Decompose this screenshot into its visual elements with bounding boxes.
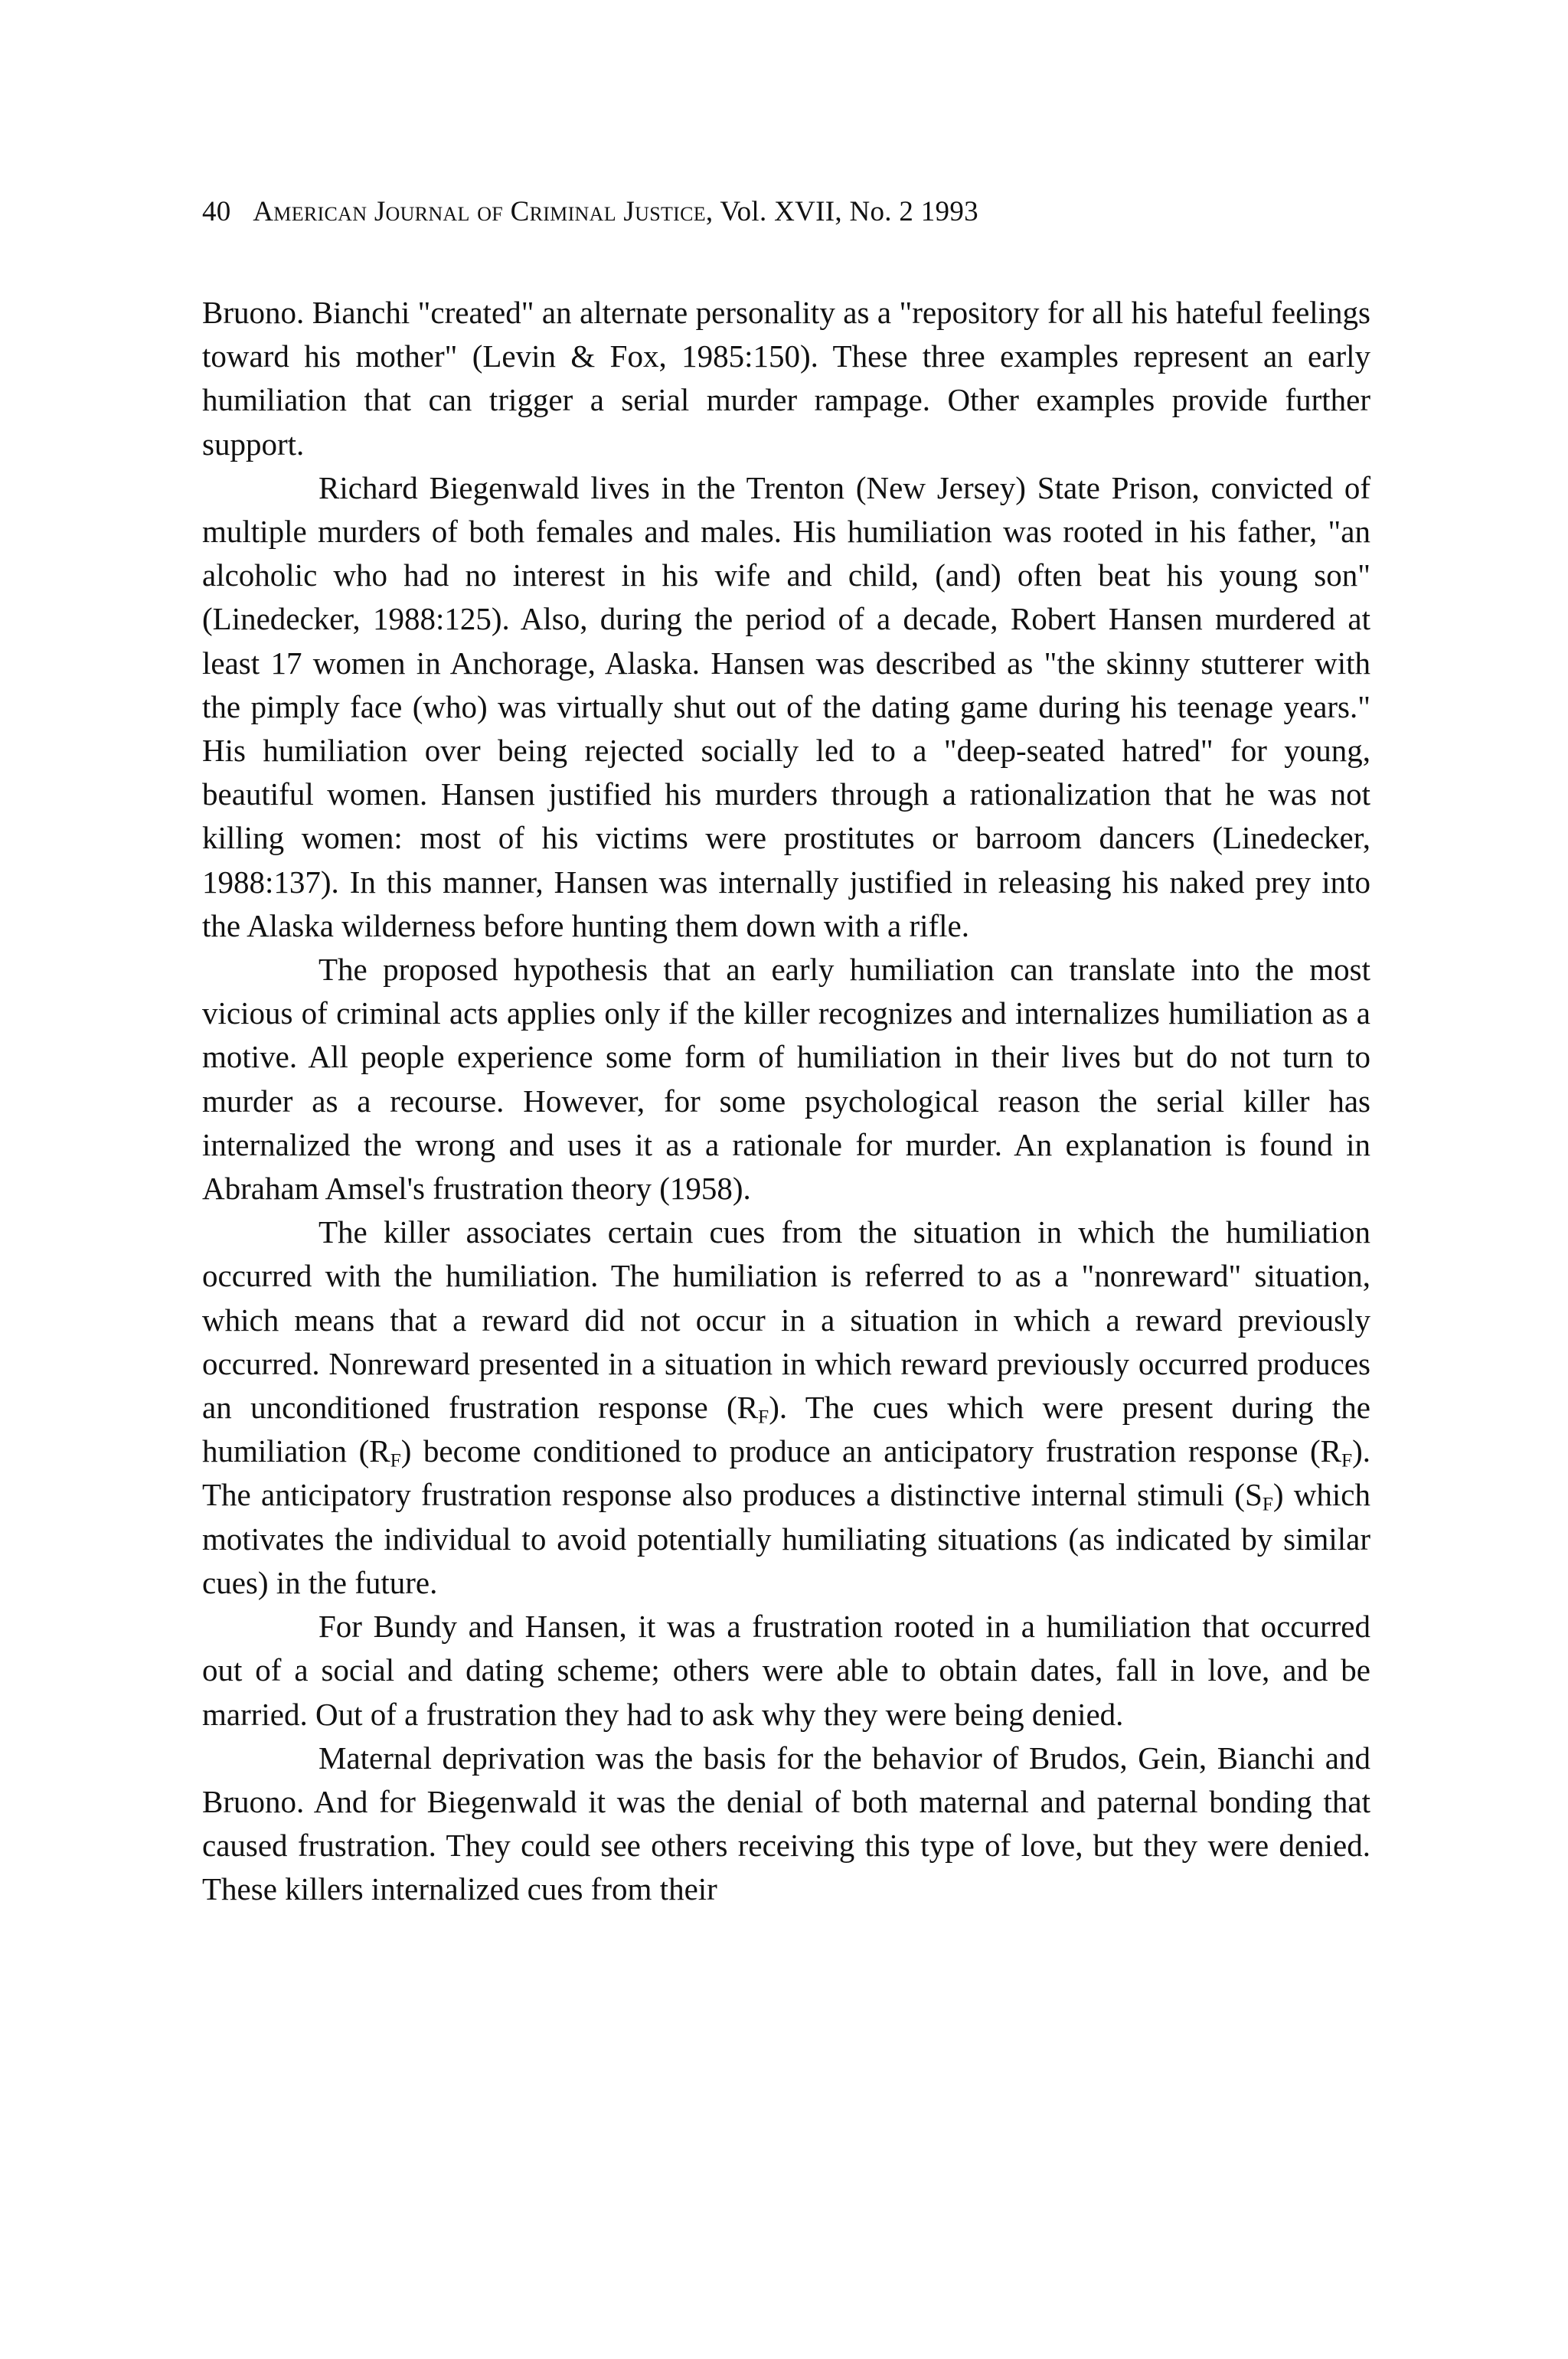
page-number: 40 xyxy=(202,196,231,227)
paragraph-4-part-1: The killer associates certain cues from the situation in which the humiliation occurred with the humiliation. The humiliation is referred to as a "nonreward" situation, which means that a reward did not occur in a situation in which a reward previously occurred. Nonreward presented in a situation in which reward previously occurred produces an unconditioned frustration response (R xyxy=(202,1214,1370,1426)
subscript-f: F xyxy=(758,1406,769,1428)
volume-info: Vol. XVII, No. 2 1993 xyxy=(720,196,978,227)
journal-title: American Journal of Criminal Justice, xyxy=(253,196,714,227)
paragraph-5: For Bundy and Hansen, it was a frustration rooted in a humiliation that occurred out of a social and dating scheme; others were able to obtain dates, fall in love, and be married. Out of a frustration they had to ask why they were being denied. xyxy=(202,1609,1370,1732)
paragraph-4 xyxy=(202,1211,1370,1605)
paragraph-2: Richard Biegenwald lives in the Trenton (New Jersey) State Prison, convicted of multiple murders of both females and males. His humiliation was rooted in his father, "an alcoholic who had no interest in his wife and child, (and) often beat his young son" (Linedecker, 1988:125). Also, during the period of a decade, Robert Hansen murdered at least 17 women in Anchorage, Alaska. Hansen was described as "the skinny stutterer with the pimply face (who) was virtually shut out of the dating game during his teenage years." His humiliation over being rejected socially led to a "deep-seated hatred" for young, beautiful women. Hansen justified his murders through a rationalization that he was not killing women: most of his victims were prostitutes or barroom dancers (Linedecker, 1988:137). In this manner, Hansen was internally justified in releasing his naked prey into the Alaska wilderness before hunting them down with a rifle. xyxy=(202,469,1370,943)
paragraph-4-part-3: ) become conditioned to produce an anticipatory frustration response (R xyxy=(400,1433,1341,1469)
paragraph-3: The proposed hypothesis that an early humiliation can translate into the most vicious of criminal acts applies only if the killer recognizes and internalizes humiliation as a motive. All people experience some form of humiliation in their lives but do not turn to murder as a recourse. However, for some psychological reason the serial killer has internalized the wrong and uses it as a rationale for murder. An explanation is found in Abraham Amsel's frustration theory (1958). xyxy=(202,952,1370,1207)
paragraph-4-part-2: ). The cues which were present during the humiliation (R xyxy=(202,1390,1371,1469)
paragraph-4-part-4: ). The anticipatory frustration response also produces a distinctive internal stimuli (S xyxy=(202,1433,1371,1513)
subscript-f: F xyxy=(1341,1449,1353,1472)
article-body xyxy=(202,291,1370,1912)
subscript-f: F xyxy=(1262,1493,1273,1515)
paragraph-1: Bruono. Bianchi "created" an alternate personality as a "repository for all his hateful feelings toward his mother" (Levin & Fox, 1985:150). These three examples represent an early humiliation that can trigger a serial murder rampage. Other examples provide further support. xyxy=(202,295,1370,462)
paragraph-6: Maternal deprivation was the basis for the behavior of Brudos, Gein, Bianchi and Bruono. And for Biegenwald it was the denial of both maternal and paternal bonding that caused frustration. They could see others receiving this type of love, but they were denied. These killers internalized cues from their xyxy=(202,1740,1370,1907)
paragraph-4-part-5: ) which motivates the individual to avoid potentially humiliating situations (as indicated by similar cues) in the future. xyxy=(202,1477,1370,1600)
subscript-f: F xyxy=(390,1449,401,1472)
running-header xyxy=(202,193,978,231)
